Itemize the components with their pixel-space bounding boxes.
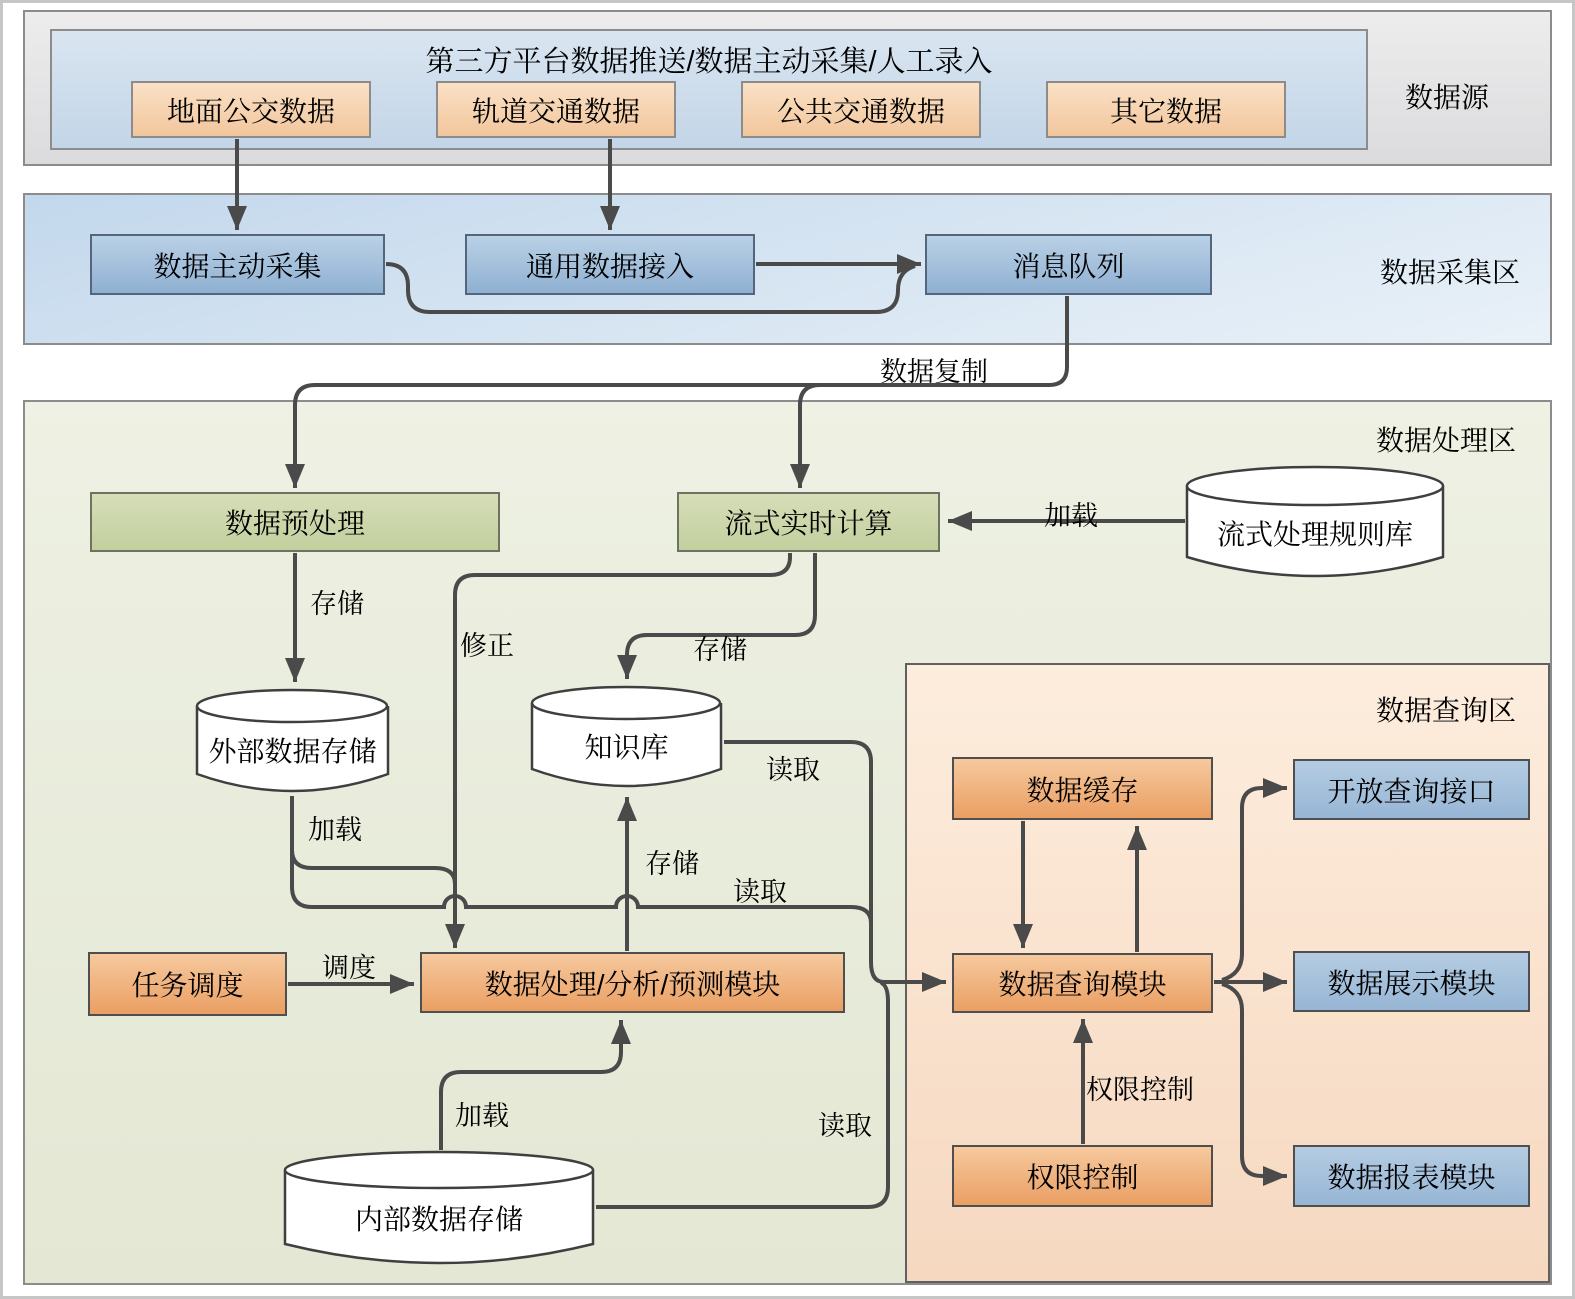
edge-label-load-internal: 加载 — [455, 1101, 509, 1131]
edge-label-store-module: 存储 — [645, 849, 699, 879]
db-external-storage-label: 外部数据存储 — [208, 735, 377, 767]
source-group-title: 第三方平台数据推送/数据主动采集/人工录入 — [425, 46, 993, 78]
node-process-module: 数据处理/分析/预测模块 — [420, 952, 845, 1013]
node-other-data: 其它数据 — [1046, 81, 1286, 138]
node-rail-transit-data: 轨道交通数据 — [436, 81, 676, 138]
db-knowledge — [530, 685, 723, 790]
db-knowledge-label: 知识库 — [584, 731, 669, 763]
edge-label-store-stream: 存储 — [693, 635, 747, 665]
node-display-module: 数据展示模块 — [1293, 951, 1530, 1012]
node-preprocess: 数据预处理 — [90, 492, 500, 552]
section-label-data-source: 数据源 — [1405, 82, 1490, 113]
db-stream-rules-label: 流式处理规则库 — [1216, 518, 1413, 550]
db-internal-storage-label: 内部数据存储 — [354, 1204, 523, 1235]
edge-label-load-rules: 加载 — [1044, 501, 1098, 531]
edge-label-data-copy: 数据复制 — [880, 357, 988, 387]
section-label-data-collection: 数据采集区 — [1380, 257, 1521, 288]
section-label-data-processing: 数据处理区 — [1376, 425, 1517, 456]
node-data-cache: 数据缓存 — [952, 757, 1213, 820]
db-external-storage — [195, 688, 390, 795]
node-ground-bus-data: 地面公交数据 — [131, 81, 371, 138]
edge-label-schedule: 调度 — [322, 953, 376, 983]
node-task-schedule: 任务调度 — [88, 952, 287, 1016]
db-internal-storage — [283, 1150, 595, 1268]
node-message-queue: 消息队列 — [925, 234, 1212, 295]
node-query-module: 数据查询模块 — [952, 953, 1213, 1013]
node-stream-compute: 流式实时计算 — [677, 492, 940, 552]
edge-label-read-external: 读取 — [733, 877, 787, 907]
edge-label-load-external: 加载 — [308, 815, 362, 845]
node-perm-control: 权限控制 — [952, 1145, 1213, 1207]
edge-label-store-preprocess: 存储 — [310, 589, 364, 619]
edge-label-fix: 修正 — [460, 631, 514, 661]
section-label-data-query: 数据查询区 — [1376, 695, 1517, 726]
node-active-collect: 数据主动采集 — [90, 234, 385, 295]
db-stream-rules — [1185, 465, 1445, 580]
node-report-module: 数据报表模块 — [1293, 1145, 1530, 1207]
node-open-query-api: 开放查询接口 — [1293, 759, 1530, 820]
edge-label-read-internal: 读取 — [818, 1111, 872, 1141]
edge-label-perm-control: 权限控制 — [1086, 1075, 1194, 1105]
node-general-access: 通用数据接入 — [465, 234, 755, 295]
edge-label-read-knowledge: 读取 — [766, 755, 820, 785]
node-public-transit-data: 公共交通数据 — [741, 81, 981, 138]
